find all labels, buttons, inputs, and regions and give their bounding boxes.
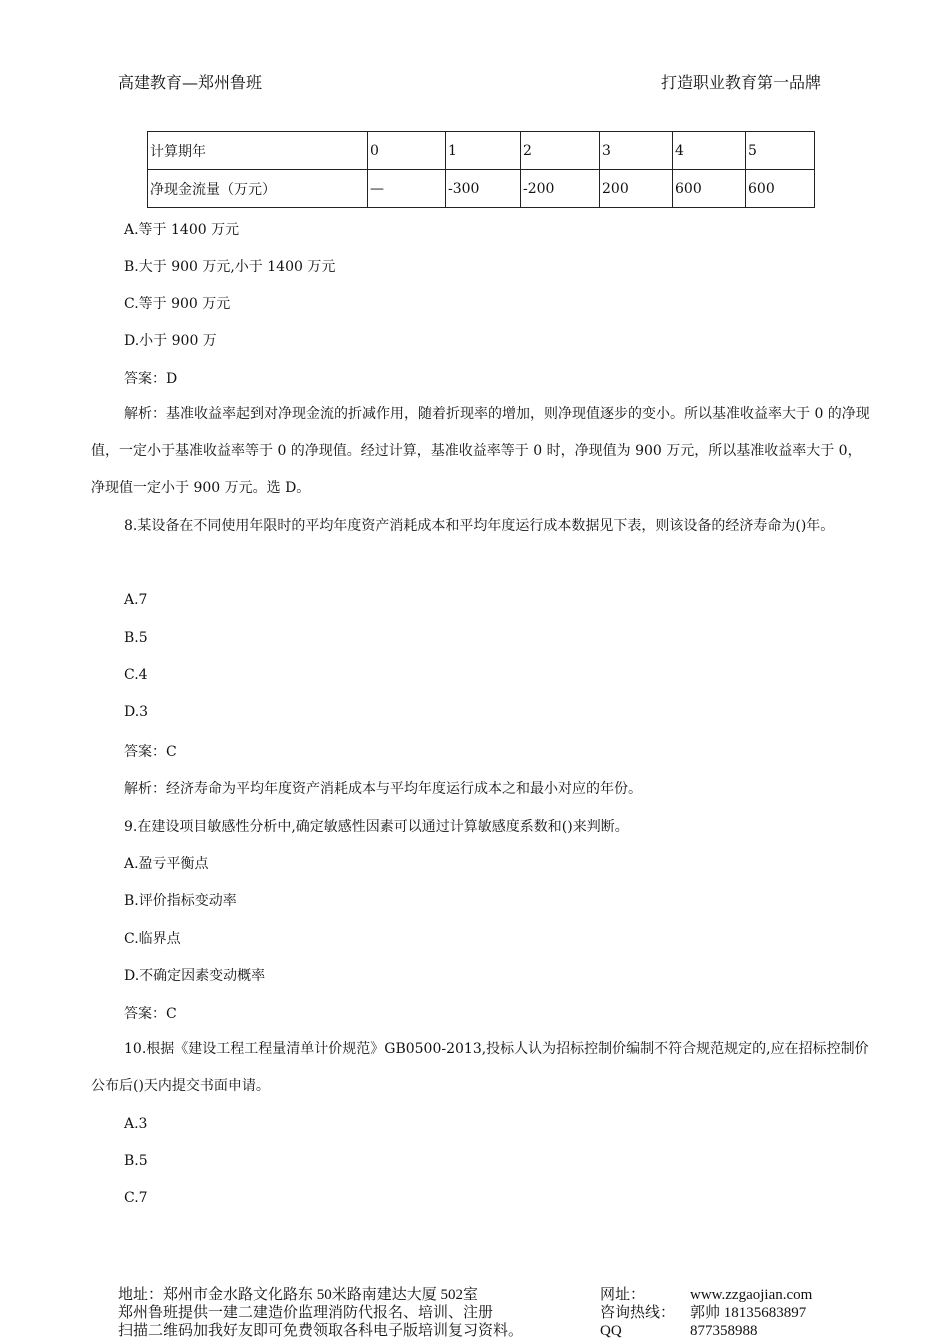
q7-answer: 答案：D <box>124 371 178 387</box>
table-cell: -300 <box>446 170 521 208</box>
q7-option-a: A.等于 1400 万元 <box>124 222 240 238</box>
q8-answer: 答案：C <box>124 744 177 760</box>
footer-hotline-label: 咨询热线： <box>600 1305 676 1321</box>
q9-option-b: B.评价指标变动率 <box>124 893 237 909</box>
q8-option-c: C.4 <box>124 667 148 683</box>
table-cell: 600 <box>673 170 746 208</box>
q9-option-a: A.盈亏平衡点 <box>124 856 209 872</box>
footer-qq-value: 877358988 <box>690 1323 758 1339</box>
table-row <box>148 170 815 208</box>
q10-option-b: B.5 <box>124 1153 148 1169</box>
footer-scan: 扫描二维码加我好友即可免费领取各科电子版培训复习资料。 <box>118 1323 524 1339</box>
q9-answer: 答案：C <box>124 1006 177 1022</box>
q7-option-d: D.小于 900 万 <box>124 333 217 349</box>
q8-question: 8.某设备在不同使用年限时的平均年度资产消耗成本和平均年度运行成本数据见下表，则该设备的经济寿命为()年。 <box>124 518 835 534</box>
table-row <box>148 132 815 170</box>
q7-option-b: B.大于 900 万元,小于 1400 万元 <box>124 259 336 275</box>
header-right: 打造职业教育第一品牌 <box>661 73 822 92</box>
footer-web-link[interactable]: www.zzgaojian.com <box>690 1287 813 1303</box>
q10-option-a: A.3 <box>124 1116 148 1132</box>
footer-qq-label: QQ <box>600 1323 622 1339</box>
footer-service: 郑州鲁班提供一建二建造价监理消防代报名、培训、注册 <box>118 1305 494 1321</box>
q8-option-b: B.5 <box>124 630 148 646</box>
q9-option-d: D.不确定因素变动概率 <box>124 968 266 984</box>
table-cell: 净现金流量（万元） <box>148 170 368 208</box>
q10-question: 10.根据《建设工程工程量清单计价规范》GB0500-2013,投标人认为招标控制价编制不符合规范规定的,应在招标控制价公布后()天内提交书面申请。 <box>91 1041 869 1094</box>
cash-flow-table <box>147 131 815 208</box>
footer-hotline-value: 郭帅 18135683897 <box>690 1305 807 1321</box>
table-cell: 600 <box>746 170 815 208</box>
q10-option-c: C.7 <box>124 1190 148 1206</box>
q8-option-a: A.7 <box>124 592 148 608</box>
q7-explanation: 解析：基准收益率起到对净现金流的折减作用，随着折现率的增加，则净现值逐步的变小。所以基准收益率大于 0 的净现值，一定小于基准收益率等于 0 的净现值。经过计算，基准收益率等于 0 时，净现值为 900 万元，所以基准收益率大于 0，净现值一定小于 900 万元。选 D。 <box>91 406 870 496</box>
q9-option-c: C.临界点 <box>124 931 181 947</box>
footer-web-label: 网址： <box>600 1287 646 1303</box>
table-cell: 0 <box>368 132 446 170</box>
table-cell: 5 <box>746 132 815 170</box>
q7-option-c: C.等于 900 万元 <box>124 296 231 312</box>
q8-option-d: D.3 <box>124 704 149 720</box>
table-cell: — <box>368 170 446 208</box>
table-cell: 4 <box>673 132 746 170</box>
table-cell: 1 <box>446 132 521 170</box>
q9-question: 9.在建设项目敏感性分析中,确定敏感性因素可以通过计算敏感度系数和()来判断。 <box>124 819 629 835</box>
footer-address: 地址：郑州市金水路文化路东 50米路南建达大厦 502室 <box>118 1287 479 1303</box>
q8-explanation: 解析：经济寿命为平均年度资产消耗成本与平均年度运行成本之和最小对应的年份。 <box>124 781 642 797</box>
table-cell: 计算期年 <box>148 132 368 170</box>
table-cell: 200 <box>600 170 673 208</box>
header-left: 高建教育—郑州鲁班 <box>118 73 263 92</box>
table-cell: -200 <box>521 170 600 208</box>
table-cell: 3 <box>600 132 673 170</box>
table-cell: 2 <box>521 132 600 170</box>
